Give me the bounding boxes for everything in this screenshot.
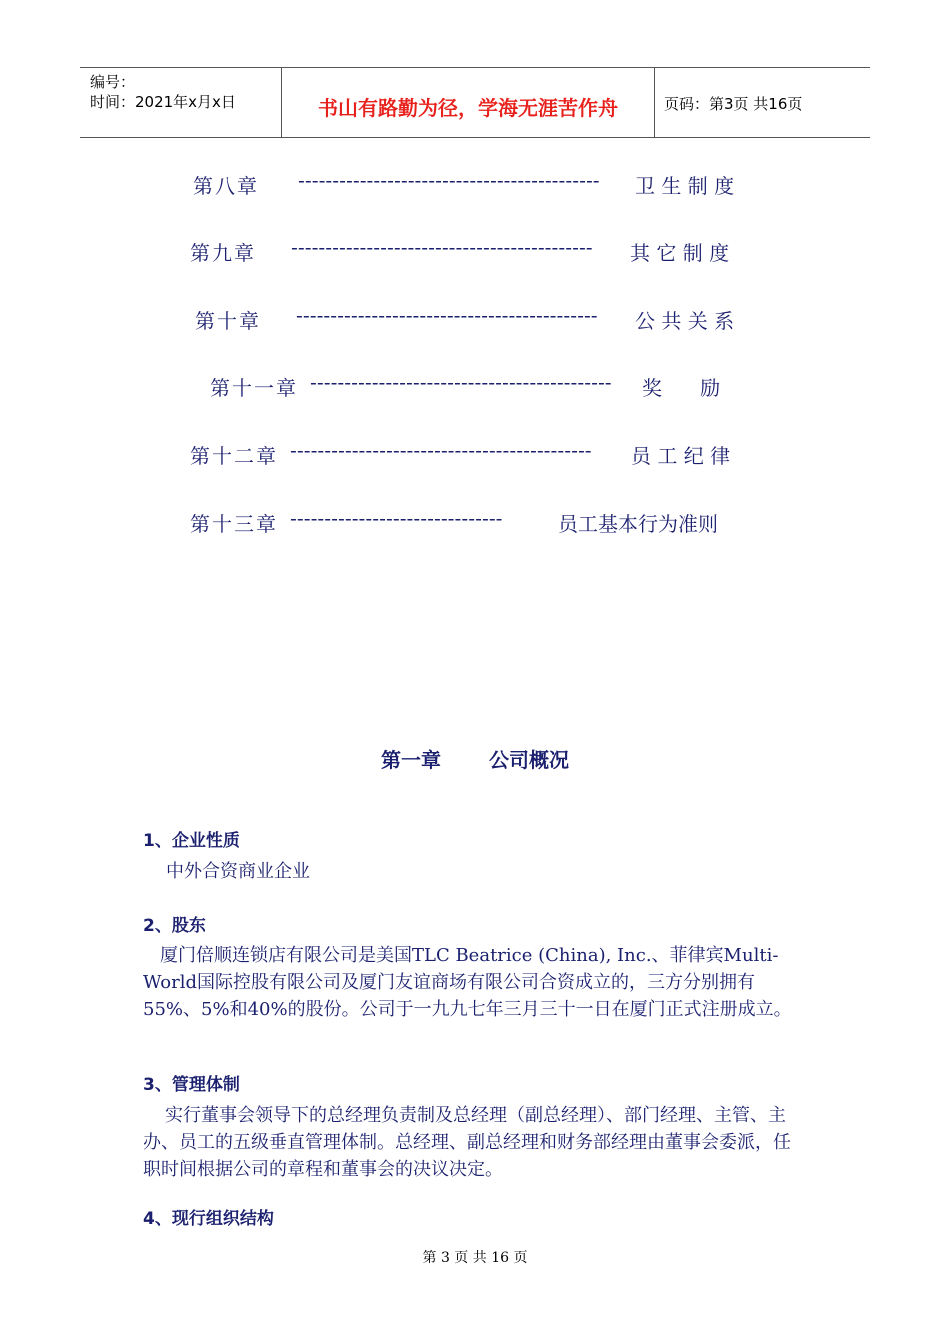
chapter-number: 第一章 bbox=[381, 748, 441, 772]
toc-leader-dashes: -------------------------------------------- bbox=[310, 372, 612, 394]
toc-chapter-number: 第九章 bbox=[190, 241, 256, 265]
toc-leader-dashes: ------------------------------- bbox=[290, 508, 503, 530]
header-right-cell bbox=[654, 68, 870, 137]
toc-chapter-title: 员工基本行为准则 bbox=[558, 512, 718, 536]
toc-chapter-title: 公 共 关 系 bbox=[635, 309, 735, 333]
section-title: 3、管理体制 bbox=[143, 1075, 240, 1095]
document-number-label: 编号： bbox=[90, 73, 136, 91]
section-title: 2、股东 bbox=[143, 916, 206, 936]
document-time-label: 时间：2021年x月x日 bbox=[90, 93, 236, 111]
section-body: 中外合资商业企业 bbox=[166, 861, 310, 882]
page-footer: 第 3 页 共 16 页 bbox=[422, 1250, 528, 1266]
toc-leader-dashes: -------------------------------------------- bbox=[298, 170, 600, 192]
section-title: 4、现行组织结构 bbox=[143, 1209, 274, 1229]
toc-chapter-title: 员 工 纪 律 bbox=[631, 444, 731, 468]
toc-leader-dashes: -------------------------------------------- bbox=[291, 237, 593, 259]
toc-chapter-title: 其 它 制 度 bbox=[630, 241, 730, 265]
section-body: 实行董事会领导下的总经理负责制及总经理（副总经理）、部门经理、主管、主办、员工的五级垂直管理体制。总经理、副总经理和财务部经理由董事会委派，任职时间根据公司的章程和董事会的决议决定。 bbox=[143, 1105, 791, 1180]
toc-chapter-number: 第十二章 bbox=[190, 444, 278, 468]
header-center-cell bbox=[281, 68, 655, 137]
chapter-heading bbox=[0, 744, 950, 773]
header-page-label: 页码：第3页 共16页 bbox=[664, 95, 803, 113]
toc-leader-dashes: -------------------------------------------- bbox=[290, 440, 592, 462]
toc-leader-dashes: -------------------------------------------- bbox=[296, 305, 598, 327]
toc-chapter-title: 奖 励 bbox=[642, 376, 721, 400]
section-title: 1、企业性质 bbox=[143, 831, 240, 851]
toc-chapter-number: 第十章 bbox=[195, 309, 261, 333]
header-left-cell bbox=[80, 68, 280, 137]
toc-chapter-number: 第八章 bbox=[193, 174, 259, 198]
chapter-title: 公司概况 bbox=[489, 748, 569, 772]
section-body: 厦门倍顺连锁店有限公司是美国TLC Beatrice (China), Inc.、菲律宾Multi-World国际控股有限公司及厦门友谊商场有限公司合资成立的，三方分别拥有55%、5%和40%的股份。公司于一九九七年三月三十一日在厦门正式注册成立。 bbox=[143, 945, 792, 1020]
toc-chapter-title: 卫 生 制 度 bbox=[635, 174, 735, 198]
page-header bbox=[80, 67, 870, 138]
toc-chapter-number: 第十一章 bbox=[210, 376, 298, 400]
toc-chapter-number: 第十三章 bbox=[190, 512, 278, 536]
header-motto: 书山有路勤为径，学海无涯苦作舟 bbox=[318, 96, 618, 120]
